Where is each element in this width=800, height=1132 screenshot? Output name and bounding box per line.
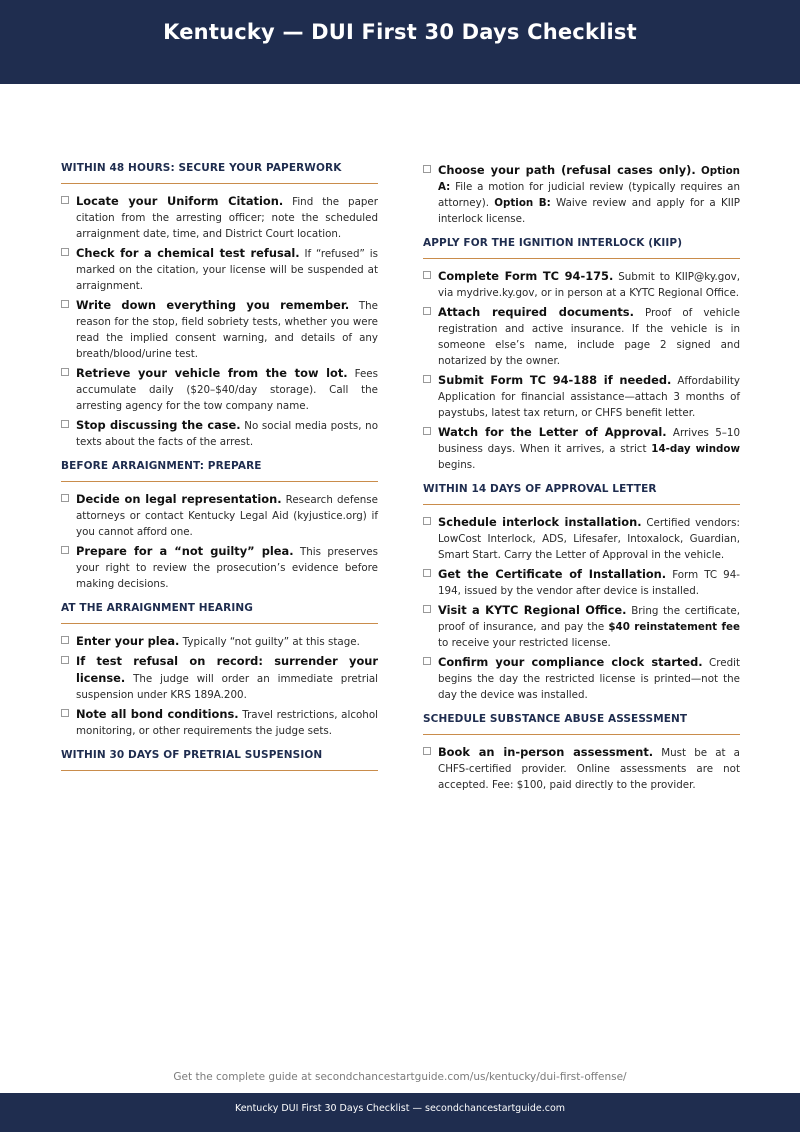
checklist-item [423,304,740,369]
item-text: Arrives 5–10 business days. When it arrives, a strict [438,427,740,455]
section-arraignment-hearing [61,602,378,739]
item-heading: Attach required documents. [438,305,634,319]
checkbox[interactable] [423,165,431,173]
item-text: Form TC 94-194, issued by the vendor after device is installed. [438,569,740,597]
item-text: to receive your restricted license. [438,637,611,649]
page-title: Kentucky — DUI First 30 Days Checklist [163,20,637,44]
checkbox[interactable] [423,307,431,315]
checkbox[interactable] [61,494,69,502]
section-title: WITHIN 30 DAYS OF PRETRIAL SUSPENSION [61,749,378,771]
checklist-item [61,193,378,242]
item-heading: Stop discussing the case. [76,418,241,432]
checkbox[interactable] [423,271,431,279]
item-text: Find the paper citation from the arresting officer; note the scheduled arraignment date, time, and District Court location. [76,196,379,240]
right-column [423,162,740,803]
checkbox[interactable] [61,546,69,554]
checklist-item [61,633,378,650]
item-heading: Prepare for a “not guilty” plea. [76,544,294,558]
checkbox[interactable] [423,375,431,383]
section-title: APPLY FOR THE IGNITION INTERLOCK (KIIP) [423,237,740,259]
checklist-item [423,162,740,227]
item-heading: Choose your path (refusal cases only). [438,163,696,177]
item-heading: Locate your Uniform Citation. [76,194,284,208]
item-heading: Retrieve your vehicle from the tow lot. [76,366,348,380]
checklist-item [423,744,740,793]
checkbox[interactable] [423,427,431,435]
item-emphasis: 14-day window [651,443,740,455]
checkbox[interactable] [61,248,69,256]
checklist-item [61,417,378,450]
section-pretrial-suspension [61,749,378,771]
option-a-text: File a motion for judicial review (typically requires an attorney). [438,181,740,209]
item-heading: Complete Form TC 94-175. [438,269,614,283]
checklist-item [61,365,378,414]
section-title: AT THE ARRAIGNMENT HEARING [61,602,378,624]
checkbox[interactable] [423,605,431,613]
checklist-item [423,602,740,651]
item-text: Proof of vehicle registration and active insurance. If the vehicle is in someone else’s name, include page 2 signed and notarized by the owner. [438,307,740,367]
item-heading: Write down everything you remember. [76,298,350,312]
item-text: begins. [438,459,476,471]
checklist-item [61,543,378,592]
checklist-item [423,268,740,301]
section-title: WITHIN 48 HOURS: SECURE YOUR PAPERWORK [61,162,378,184]
checkbox[interactable] [61,636,69,644]
checkbox[interactable] [61,368,69,376]
page-header [0,0,800,84]
item-text: Must be at a CHFS-certified provider. Online assessments are not accepted. Fee: $100, paid directly to the provider. [438,747,740,791]
checkbox[interactable] [61,420,69,428]
item-text: The reason for the stop, field sobriety tests, whether you were read the implied consent warning, and details of any breath/blood/urine test. [76,300,378,360]
checklist-item [423,424,740,473]
item-text: If “refused” is marked on the citation, your license will be suspended at arraignment. [76,248,378,292]
item-heading: Visit a KYTC Regional Office. [438,603,627,617]
section-ignition-interlock [423,237,740,473]
checkbox[interactable] [423,517,431,525]
item-heading: Check for a chemical test refusal. [76,246,300,260]
checklist-item [423,654,740,703]
item-heading: Watch for the Letter of Approval. [438,425,667,439]
item-heading: Confirm your compliance clock started. [438,655,703,669]
section-approval-letter [423,483,740,703]
item-text: No social media posts, no texts about the facts of the arrest. [76,420,378,448]
section-title: WITHIN 14 DAYS OF APPROVAL LETTER [423,483,740,505]
item-heading: If test refusal on record: surrender your license. [76,654,378,685]
section-title: BEFORE ARRAIGNMENT: PREPARE [61,460,378,482]
checkbox[interactable] [61,196,69,204]
checkbox[interactable] [61,656,69,664]
left-column [61,162,378,781]
item-text: Fees accumulate daily ($20–$40/day storage). Call the arresting agency for the tow company name. [76,368,378,412]
guide-link[interactable]: Get the complete guide at secondchancestartguide.com/us/kentucky/dui-first-offense/ [173,1071,627,1083]
checkbox[interactable] [61,709,69,717]
item-text: Certified vendors: LowCost Interlock, ADS, Lifesafer, Intoxalock, Guardian, Smart Start. Carry the Letter of Approval in the vehicle. [438,517,740,561]
checkbox[interactable] [423,747,431,755]
item-heading: Get the Certificate of Installation. [438,567,667,581]
item-text: Bring the certificate, proof of insurance, and pay the [438,605,740,633]
item-heading: Enter your plea. [76,634,180,648]
section-substance-assessment [423,713,740,793]
option-b-text: Waive review and apply for a KIIP interlock license. [438,197,740,225]
item-text: Submit to KIIP@ky.gov, via mydrive.ky.gov, or in person at a KYTC Regional Office. [438,271,740,299]
item-text: Credit begins the day the restricted license is printed—not the day the device was installed. [438,657,740,701]
checklist-item [61,706,378,739]
item-text: Travel restrictions, alcohol monitoring, or other requirements the judge sets. [76,709,378,737]
item-text: Affordability Application for financial assistance—attach 3 months of paystubs, latest tax return, or CHFS benefit letter. [438,375,740,419]
item-text: This preserves your right to review the prosecution’s evidence before making decisions. [76,546,378,590]
section-pretrial-suspension-continued [423,162,740,227]
checkbox[interactable] [423,569,431,577]
checklist-item [423,372,740,421]
footer-text: Kentucky DUI First 30 Days Checklist — secondchancestartguide.com [234,1103,566,1114]
item-heading: Decide on legal representation. [76,492,282,506]
item-text: Research defense attorneys or contact Kentucky Legal Aid (kyjustice.org) if you cannot afford one. [76,494,379,538]
checkbox[interactable] [61,300,69,308]
option-a-label: Option A: [438,165,740,193]
checklist-item [61,653,378,703]
checklist-item [61,491,378,540]
section-title: SCHEDULE SUBSTANCE ABUSE ASSESSMENT [423,713,740,735]
checklist-item [61,245,378,294]
item-emphasis: $40 reinstatement fee [608,621,740,633]
checklist-item [423,514,740,563]
item-heading: Submit Form TC 94-188 if needed. [438,373,672,387]
option-b-label: Option B: [494,197,551,209]
section-before-arraignment [61,460,378,592]
item-heading: Schedule interlock installation. [438,515,642,529]
checklist-item [423,566,740,599]
item-heading: Note all bond conditions. [76,707,239,721]
checkbox[interactable] [423,657,431,665]
item-text: The judge will order an immediate pretrial suspension under KRS 189A.200. [76,673,378,701]
item-text: Typically “not guilty” at this stage. [182,636,360,648]
section-48-hours [61,162,378,450]
page-footer [0,1093,800,1132]
checklist-item [61,297,378,362]
item-heading: Book an in-person assessment. [438,745,654,759]
